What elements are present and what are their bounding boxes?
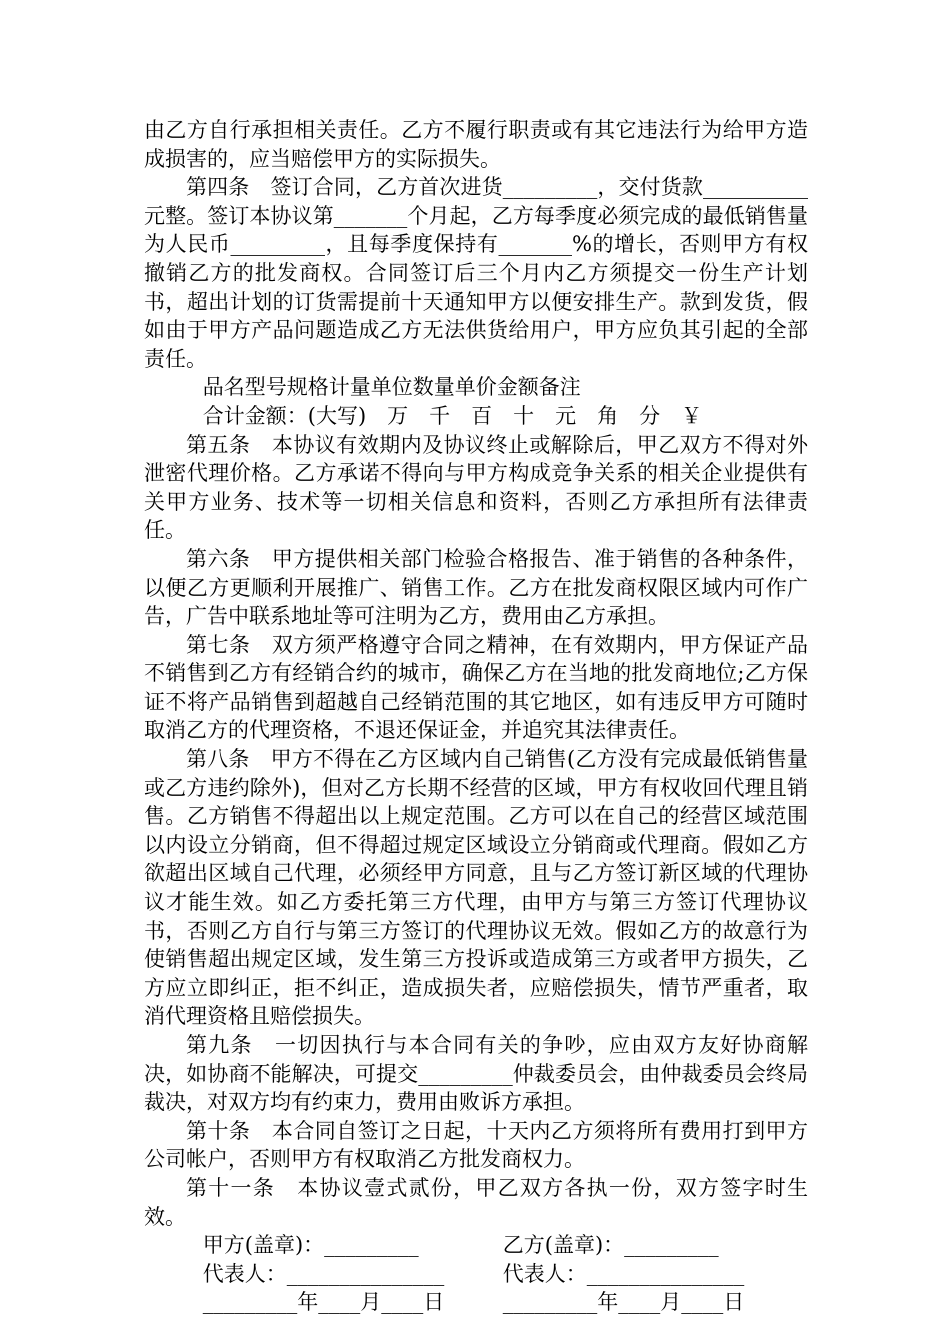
total-amount-line: 合计金额：(大写) 万 千 百 十 元 角 分 ￥ (202, 403, 703, 428)
signature-seal-row (144, 1231, 808, 1260)
party-a-representative: 代表人：_______________ (202, 1261, 445, 1286)
article-9: 第九条 一切因执行与本合同有关的争吵，应由双方友好协商解决，如协商不能解决，可提交_________仲裁委员会，由仲裁委员会终局裁决，对双方均有约束力，费用由败诉方承担。 (144, 1033, 808, 1115)
article-11: 第十一条 本协议壹式贰份，甲乙双方各执一份，双方签字时生效。 (144, 1175, 808, 1229)
party-b-date: _________年____月____日 (502, 1290, 745, 1315)
product-table-header: 品名型号规格计量单位数量单价金额备注 (202, 375, 581, 400)
article-5: 第五条 本协议有效期内及协议终止或解除后，甲乙双方不得对外泄密代理价格。乙方承诺不得向与甲方构成竞争关系的相关企业提供有关甲方业务、技术等一切相关信息和资料，否则乙方承担所有法律责任。 (144, 432, 808, 543)
article-10: 第十条 本合同自签订之日起，十天内乙方须将所有费用打到甲方公司帐户，否则甲方有权取消乙方批发商权力。 (144, 1118, 808, 1172)
article-7: 第七条 双方须严格遵守合同之精神，在有效期内，甲方保证产品不销售到乙方有经销合约的城市，确保乙方在当地的批发商地位;乙方保证不将产品销售到超越自己经销范围的其它地区，如有违反甲方可随时取消乙方的代理资格，不退还保证金，并追究其法律责任。 (144, 632, 808, 743)
signature-rep-row (144, 1260, 808, 1289)
party-b-representative: 代表人：_______________ (502, 1261, 745, 1286)
article-6: 第六条 甲方提供相关部门检验合格报告、准于销售的各种条件，以便乙方更顺利开展推广、销售工作。乙方在批发商权限区域内可作广告，广告中联系地址等可注明为乙方，费用由乙方承担。 (144, 546, 808, 629)
signature-date-row (144, 1288, 808, 1317)
party-a-date: _________年____月____日 (202, 1290, 445, 1315)
contract-page (144, 116, 808, 1317)
article-4: 第四条 签订合同，乙方首次进货_________，交付货款__________元整。签订本协议第_______个月起，乙方每季度必须完成的最低销售量为人民币_________，且每季度保持有_______%的增长，否则甲方有权撤销乙方的批发商权。合同签订后三个月内乙方须提交一份生产计划书，超出计划的订货需提前十天通知甲方以便安排生产。款到发货，假如由于甲方产品问题造成乙方无法供货给用户，甲方应负其引起的全部责任。 (144, 175, 808, 371)
paragraph-continuation: 由乙方自行承担相关责任。乙方不履行职责或有其它违法行为给甲方造成损害的，应当赔偿甲方的实际损失。 (144, 118, 808, 171)
article-8: 第八条 甲方不得在乙方区域内自己销售(乙方没有完成最低销售量或乙方违约除外)，但对乙方长期不经营的区域，甲方有权收回代理且销售。乙方销售不得超出以上规定范围。乙方可以在自己的经营区域范围以内设立分销商，但不得超过规定区域设立分销商或代理商。假如乙方欲超出区域自己代理，必须经甲方同意，且与乙方签订新区域的代理协议才能生效。如乙方委托第三方代理，由甲方与第三方签订代理协议书，否则乙方自行与第三方签订的代理协议无效。假如乙方的故意行为使销售超出规定区域，发生第三方投诉或造成第三方或者甲方损失，乙方应立即纠正，拒不纠正，造成损失者，应赔偿损失，情节严重者，取消代理资格且赔偿损失。 (144, 747, 808, 1029)
party-b-seal: 乙方(盖章)：_________ (502, 1233, 719, 1258)
party-a-seal: 甲方(盖章)：_________ (202, 1233, 419, 1258)
